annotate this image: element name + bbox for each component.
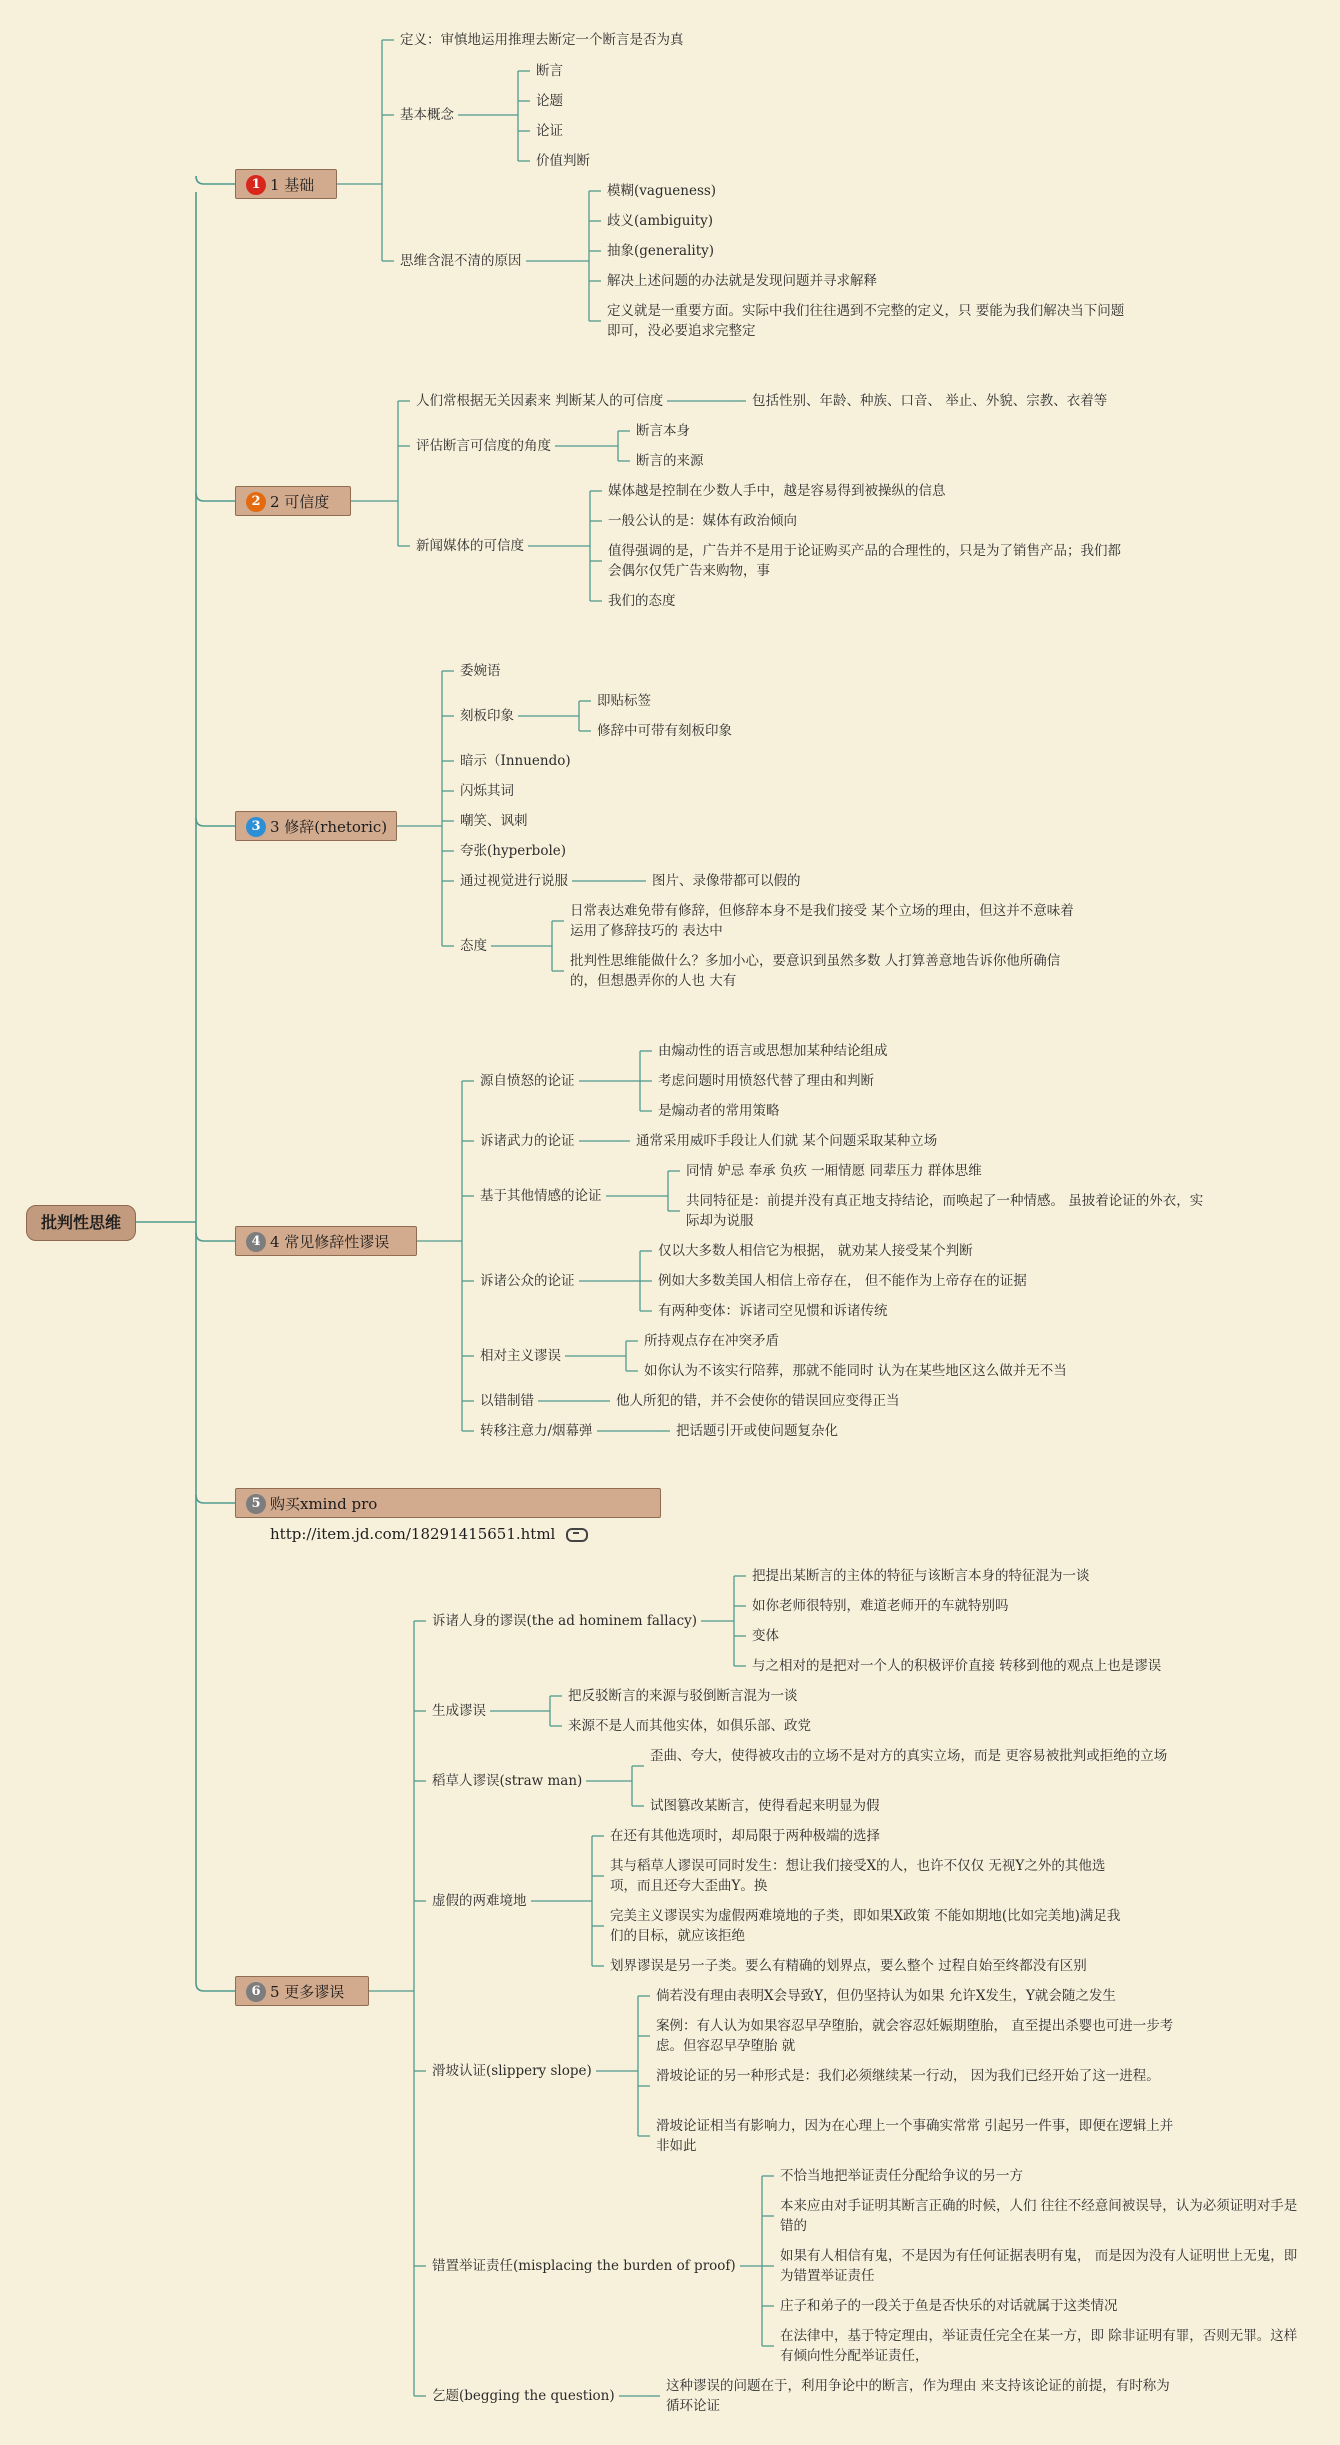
topic-n4-2a[interactable]: 通常采用威吓手段让人们就 某个问题采取某种立场 <box>636 1133 938 1149</box>
topic-n6-2b[interactable]: 来源不是人而其他实体，如俱乐部、政党 <box>568 1718 811 1734</box>
topic-n3-3[interactable]: 暗示（Innuendo) <box>460 753 571 769</box>
topic-n3-2a[interactable]: 即贴标签 <box>597 693 651 709</box>
topic-n1-3d[interactable]: 解决上述问题的办法就是发现问题并寻求解释 <box>607 273 877 289</box>
topic-n2-2a[interactable]: 断言本身 <box>636 423 690 439</box>
topic-n1-2[interactable]: 基本概念 <box>400 107 454 123</box>
topic-n6-4d[interactable]: 划界谬误是另一子类。要么有精确的划界点，要么整个 过程自始至终都没有区别 <box>610 1958 1087 1974</box>
topic-n6-1c[interactable]: 变体 <box>752 1628 779 1644</box>
topic-n3-2[interactable]: 刻板印象 <box>460 708 514 724</box>
topic-n1-2c[interactable]: 论证 <box>536 123 563 139</box>
topic-n1-3[interactable]: 思维含混不清的原因 <box>400 253 522 269</box>
topic-n3-6[interactable]: 夸张(hyperbole) <box>460 843 567 859</box>
topic-n6-5[interactable]: 滑坡认证(slippery slope) <box>432 2063 592 2079</box>
branch-rhetoric[interactable] <box>235 811 397 841</box>
topic-n6-4b[interactable]: 其与稻草人谬误可同时发生：想让我们接受X的人，也许不仅仅 无视Y之外的其他选项，而且还夸大歪曲Y。换 <box>610 1858 1106 1894</box>
branch-label: 购买xmind pro http://item.jd.com/18291415651.html <box>270 1495 556 1543</box>
topic-n4-1b[interactable]: 考虑问题时用愤怒代替了理由和判断 <box>658 1073 874 1089</box>
topic-n6-6b[interactable]: 本来应由对手证明其断言正确的时候，人们 往往不经意间被误导，认为必须证明对手是错的 <box>780 2198 1298 2234</box>
topic-n6-6e[interactable]: 在法律中，基于特定理由，举证责任完全在某一方，即 除非证明有罪，否则无罪。这样有倾向性分配举证责任， <box>780 2328 1298 2364</box>
topic-n6-7a[interactable]: 这种谬误的问题在于，利用争论中的断言，作为理由 来支持该论证的前提，有时称为循环论证 <box>666 2378 1170 2414</box>
topic-n4-1c[interactable]: 是煽动者的常用策略 <box>658 1103 780 1119</box>
topic-n4-6a[interactable]: 他人所犯的错，并不会使你的错误回应变得正当 <box>616 1393 900 1409</box>
branch-rhetorical-fallacies[interactable] <box>235 1226 417 1256</box>
topic-n3-7[interactable]: 通过视觉进行说服 <box>460 873 568 889</box>
number-four-icon: 4 <box>246 1232 266 1252</box>
topic-n2-2b[interactable]: 断言的来源 <box>636 453 704 469</box>
topic-n2-3a[interactable]: 媒体越是控制在少数人手中，越是容易得到被操纵的信息 <box>608 483 946 499</box>
topic-n2-2[interactable]: 评估断言可信度的角度 <box>416 438 551 454</box>
topic-n6-6a[interactable]: 不恰当地把举证责任分配给争议的另一方 <box>780 2168 1023 2184</box>
topic-n6-6c[interactable]: 如果有人相信有鬼，不是因为有任何证据表明有鬼， 而是因为没有人证明世上无鬼，即为错置举证责任 <box>780 2248 1298 2284</box>
topic-n6-1[interactable]: 诉诸人身的谬误(the ad hominem fallacy) <box>432 1613 698 1629</box>
connector-line <box>196 1233 235 1241</box>
topic-n6-6[interactable]: 错置举证责任(misplacing the burden of proof) <box>432 2258 736 2274</box>
topic-n4-7a[interactable]: 把话题引开或使问题复杂化 <box>676 1423 838 1439</box>
topic-n4-4c[interactable]: 有两种变体：诉诸司空见惯和诉诸传统 <box>658 1303 888 1319</box>
topic-n2-3d[interactable]: 我们的态度 <box>608 593 676 609</box>
topic-n4-2[interactable]: 诉诸武力的论证 <box>480 1133 575 1149</box>
branch-label: 2 可信度 <box>270 493 330 511</box>
connector-line <box>196 493 235 501</box>
topic-n2-3b[interactable]: 一般公认的是：媒体有政治倾向 <box>608 513 797 529</box>
topic-n1-3e[interactable]: 定义就是一重要方面。实际中我们往往遇到不完整的定义，只 要能为我们解决当下问题即可，没必要追求完整定 <box>607 303 1125 339</box>
connector-line <box>196 1983 235 1991</box>
topic-n3-8b[interactable]: 批判性思维能做什么？多加小心，要意识到虽然多数 人打算善意地告诉你他所确信的，但想愚弄你的人也 大有 <box>570 953 1061 989</box>
branch-label: 1 基础 <box>270 176 315 194</box>
topic-n4-4b[interactable]: 例如大多数美国人相信上帝存在， 但不能作为上帝存在的证据 <box>658 1273 1027 1289</box>
topic-n3-8a[interactable]: 日常表达难免带有修辞，但修辞本身不是我们接受 某个立场的理由，但这并不意味着运用了修辞技巧的 表达中 <box>570 903 1074 939</box>
topic-n6-2a[interactable]: 把反驳断言的来源与驳倒断言混为一谈 <box>568 1688 798 1704</box>
root-topic[interactable]: 批判性思维 <box>26 1205 136 1241</box>
connector-line <box>196 176 235 184</box>
topic-n6-3a[interactable]: 歪曲、夸大，使得被攻击的立场不是对方的真实立场，而是 更容易被批判或拒绝的立场 <box>650 1748 1168 1764</box>
topic-n3-4[interactable]: 闪烁其词 <box>460 783 514 799</box>
topic-n4-3a[interactable]: 同情 妒忌 奉承 负疚 一厢情愿 同辈压力 群体思维 <box>686 1163 982 1179</box>
topic-n4-3[interactable]: 基于其他情感的论证 <box>480 1188 602 1204</box>
topic-n3-1[interactable]: 委婉语 <box>460 663 501 679</box>
topic-n6-3[interactable]: 稻草人谬误(straw man) <box>432 1773 583 1789</box>
branch-credibility[interactable] <box>235 486 351 516</box>
topic-n6-5d[interactable]: 滑坡论证相当有影响力，因为在心理上一个事确实常常 引起另一件事，即便在逻辑上并非如此 <box>656 2118 1174 2154</box>
number-six-icon: 6 <box>246 1982 266 2002</box>
branch-label: 3 修辞(rhetoric) <box>270 818 388 836</box>
topic-n4-5a[interactable]: 所持观点存在冲突矛盾 <box>644 1333 779 1349</box>
topic-n4-4[interactable]: 诉诸公众的论证 <box>480 1273 575 1289</box>
topic-n2-1[interactable]: 人们常根据无关因素来 判断某人的可信度 <box>416 393 664 409</box>
topic-n3-7a[interactable]: 图片、录像带都可以假的 <box>652 873 801 889</box>
connector-line <box>196 1495 235 1503</box>
topic-n6-5c[interactable]: 滑坡论证的另一种形式是：我们必须继续某一行动， 因为我们已经开始了这一进程。 <box>656 2068 1160 2084</box>
topic-n6-4c[interactable]: 完美主义谬误实为虚假两难境地的子类，即如果X政策 不能如期地(比如完美地)满足我们的目标，就应该拒绝 <box>610 1908 1121 1944</box>
topic-n1-2a[interactable]: 断言 <box>536 63 563 79</box>
branch-label: 5 更多谬误 <box>270 1983 345 2001</box>
topic-n4-7[interactable]: 转移注意力/烟幕弹 <box>480 1423 593 1439</box>
topic-n6-1a[interactable]: 把提出某断言的主体的特征与该断言本身的特征混为一谈 <box>752 1568 1090 1584</box>
number-two-icon: 2 <box>246 492 266 512</box>
topic-n6-5a[interactable]: 倘若没有理由表明X会导致Y，但仍坚持认为如果 允许X发生，Y就会随之发生 <box>656 1988 1116 2004</box>
topic-n2-1a[interactable]: 包括性别、年龄、种族、口音、 举止、外貌、宗教、衣着等 <box>752 393 1108 409</box>
topic-n3-5[interactable]: 嘲笑、讽刺 <box>460 813 528 829</box>
topic-n4-6[interactable]: 以错制错 <box>480 1393 534 1409</box>
topic-n2-3c[interactable]: 值得强调的是，广告并不是用于论证购买产品的合理性的，只是为了销售产品；我们都会偶尔仅凭广告来购物，事 <box>608 543 1121 579</box>
topic-n1-2d[interactable]: 价值判断 <box>536 153 590 169</box>
topic-n1-1[interactable]: 定义：审慎地运用推理去断定一个断言是否为真 <box>400 32 684 48</box>
topic-n4-5[interactable]: 相对主义谬误 <box>480 1348 561 1364</box>
number-one-icon: 1 <box>246 175 266 195</box>
topic-n6-3b[interactable]: 试图篡改某断言，使得看起来明显为假 <box>650 1798 880 1814</box>
link-icon[interactable] <box>566 1528 588 1542</box>
topic-n6-1b[interactable]: 如你老师很特别，难道老师开的车就特别吗 <box>752 1598 1009 1614</box>
topic-n1-3b[interactable]: 歧义(ambiguity) <box>607 213 714 229</box>
topic-n2-3[interactable]: 新闻媒体的可信度 <box>416 538 524 554</box>
topic-n1-3a[interactable]: 模糊(vagueness) <box>607 183 717 199</box>
number-five-icon: 5 <box>246 1494 266 1514</box>
topic-n4-3b[interactable]: 共同特征是：前提并没有真正地支持结论，而唤起了一种情感。 虽披着论证的外衣，实际却为说服 <box>686 1193 1204 1229</box>
branch-basics[interactable] <box>235 169 337 199</box>
topic-n6-4a[interactable]: 在还有其他选项时，却局限于两种极端的选择 <box>610 1828 880 1844</box>
branch-label: 4 常见修辞性谬误 <box>270 1233 390 1251</box>
branch-more-fallacies[interactable] <box>235 1976 369 2006</box>
topic-n3-2b[interactable]: 修辞中可带有刻板印象 <box>597 723 732 739</box>
topic-n6-1d[interactable]: 与之相对的是把对一个人的积极评价直接 转移到他的观点上也是谬误 <box>752 1658 1162 1674</box>
topic-n4-4a[interactable]: 仅以大多数人相信它为根据， 就劝某人接受某个判断 <box>658 1243 973 1259</box>
topic-n6-6d[interactable]: 庄子和弟子的一段关于鱼是否快乐的对话就属于这类情况 <box>780 2298 1118 2314</box>
topic-n1-3c[interactable]: 抽象(generality) <box>607 243 715 259</box>
topic-n1-2b[interactable]: 论题 <box>536 93 563 109</box>
topic-n3-8[interactable]: 态度 <box>460 938 487 954</box>
topic-n6-5b[interactable]: 案例：有人认为如果容忍早孕堕胎，就会容忍妊娠期堕胎， 直至提出杀婴也可进一步考虑。但容忍早孕堕胎 就 <box>656 2018 1174 2054</box>
topic-n4-1[interactable]: 源自愤怒的论证 <box>480 1073 575 1089</box>
number-three-icon: 3 <box>246 817 266 837</box>
topic-n6-4[interactable]: 虚假的两难境地 <box>432 1893 527 1909</box>
topic-n6-7[interactable]: 乞题(begging the question) <box>432 2388 615 2404</box>
branch-buy-xmind-link[interactable] <box>235 1488 661 1543</box>
topic-n4-5b[interactable]: 如你认为不该实行陪葬，那就不能同时 认为在某些地区这么做并无不当 <box>644 1363 1067 1379</box>
topic-n6-2[interactable]: 生成谬误 <box>432 1703 486 1719</box>
topic-n4-1a[interactable]: 由煽动性的语言或思想加某种结论组成 <box>658 1043 888 1059</box>
connector-line <box>196 818 235 826</box>
